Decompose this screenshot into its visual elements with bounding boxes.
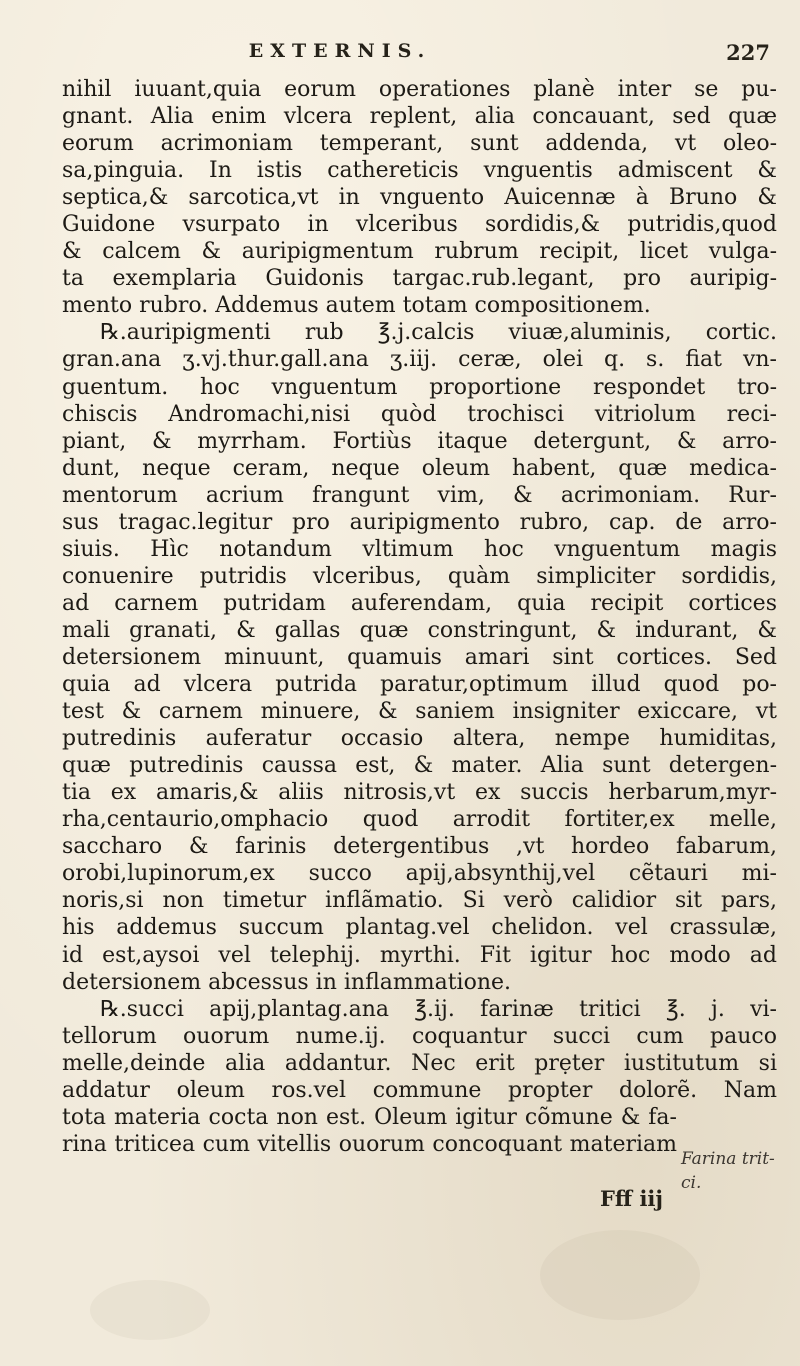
text-line: noris,si non timetur inflãmatio. Si verò calidior sit pars,: [62, 888, 777, 914]
text-line: quia ad vlcera putrida paratur,optimum illud quod po-: [62, 672, 777, 698]
text-line: eorum acrimoniam temperant, sunt addenda, vt oleo-: [62, 131, 777, 157]
text-line: ad carnem putridam auferendam, quia recipit cortices: [62, 590, 777, 616]
text-line: rha,centaurio,omphacio quod arrodit fortiter,ex melle,: [62, 807, 777, 833]
text-line: rina triticea cum vitellis ouorum concoquant materiam: [62, 1131, 677, 1157]
text-line: chiscis Andromachi,nisi quòd trochisci vitriolum reci-: [62, 401, 777, 427]
text-line: piant, & myrrham. Fortiùs itaque detergunt, & arro-: [62, 428, 777, 454]
recipe-line: ℞.auripigmenti rub ℥.j.calcis viuæ,aluminis, cortic.: [100, 320, 777, 346]
page-header: [60, 40, 770, 74]
text-line: melle,deinde alia addantur. Nec erit prẹter iustitutum si: [62, 1050, 777, 1076]
text-line: id est,aysoi vel telephij. myrthi. Fit igitur hoc modo ad: [62, 942, 777, 968]
marginal-note: [681, 1149, 775, 1193]
text-line: tellorum ouorum nume.ij. coquantur succi cum pauco: [62, 1023, 777, 1049]
text-line: tota materia cocta non est. Oleum igitur cõmune & fa-: [62, 1104, 677, 1130]
text-line: putredinis auferatur occasio altera, nempe humiditas,: [62, 726, 777, 752]
body-text: [62, 76, 777, 1158]
text-line: his addemus succum plantag.vel chelidon. vel crassulæ,: [62, 915, 777, 941]
running-head: EXTERNIS.: [248, 40, 432, 62]
text-line: tia ex amaris,& aliis nitrosis,vt ex succis herbarum,myr-: [62, 780, 777, 806]
text-line: sus tragac.legitur pro auripigmento rubro, cap. de arro-: [62, 509, 777, 535]
text-line: ta exemplaria Guidonis targac.rub.legant, pro auripig-: [62, 266, 777, 292]
text-line: quæ putredinis caussa est, & mater. Alia sunt detergen-: [62, 753, 777, 779]
recipe-line: ℞.succi apij,plantag.ana ℥.ij. farinæ tritici ℥. j. vi-: [100, 996, 777, 1022]
text-line: nihil iuuant,quia eorum operationes planè inter se pu-: [62, 77, 777, 102]
text-line: orobi,lupinorum,ex succo apij,absynthij,vel cẽtauri mi-: [62, 861, 777, 887]
text-line: gran.ana ʒ.vj.thur.gall.ana ʒ.iij. ceræ, olei q. s. fiat vn-: [62, 347, 777, 373]
text-line: guentum. hoc vnguentum proportione respondet tro-: [62, 374, 777, 400]
text-line: mentorum acrium frangunt vim, & acrimoniam. Rur-: [62, 482, 777, 508]
text-line: gnant. Alia enim vlcera replent, alia concauant, sed quæ: [62, 104, 777, 130]
text-line: addatur oleum ros.vel commune propter dolorẽ. Nam: [62, 1077, 777, 1103]
text-line: Guidone vsurpato in vlceribus sordidis,& putridis,quod: [62, 212, 777, 238]
paper-stain: [540, 1230, 700, 1320]
text-line: siuis. Hìc notandum vltimum hoc vnguentum magis: [62, 536, 777, 562]
text-line: saccharo & farinis detergentibus ,vt hordeo fabarum,: [62, 834, 777, 860]
text-line: mento rubro. Addemus autem totam compositionem.: [62, 293, 651, 319]
page-number: 227: [726, 40, 770, 65]
text-line: & calcem & auripigmentum rubrum recipit, licet vulga-: [62, 239, 777, 265]
text-line: detersionem abcessus in inflammatione.: [62, 969, 512, 995]
text-line: septica,& sarcotica,vt in vnguento Auicennæ à Bruno &: [62, 185, 777, 211]
marginal-note-line: Farina trit-: [681, 1149, 775, 1169]
text-line: sa,pinguia. In istis cathereticis vnguentis admiscent &: [62, 158, 777, 184]
text-line: test & carnem minuere, & saniem insigniter exiccare, vt: [62, 699, 777, 725]
text-line: conuenire putridis vlceribus, quàm simpliciter sordidis,: [62, 563, 777, 589]
paper-stain: [90, 1280, 210, 1340]
signature-mark: Fff iij: [600, 1186, 664, 1211]
marginal-note-line: ci.: [681, 1173, 702, 1193]
text-line: dunt, neque ceram, neque oleum habent, quæ medica-: [62, 455, 777, 481]
text-line: mali granati, & gallas quæ constringunt, & indurant, &: [62, 617, 777, 643]
text-line: detersionem minuunt, quamuis amari sint cortices. Sed: [62, 644, 777, 670]
